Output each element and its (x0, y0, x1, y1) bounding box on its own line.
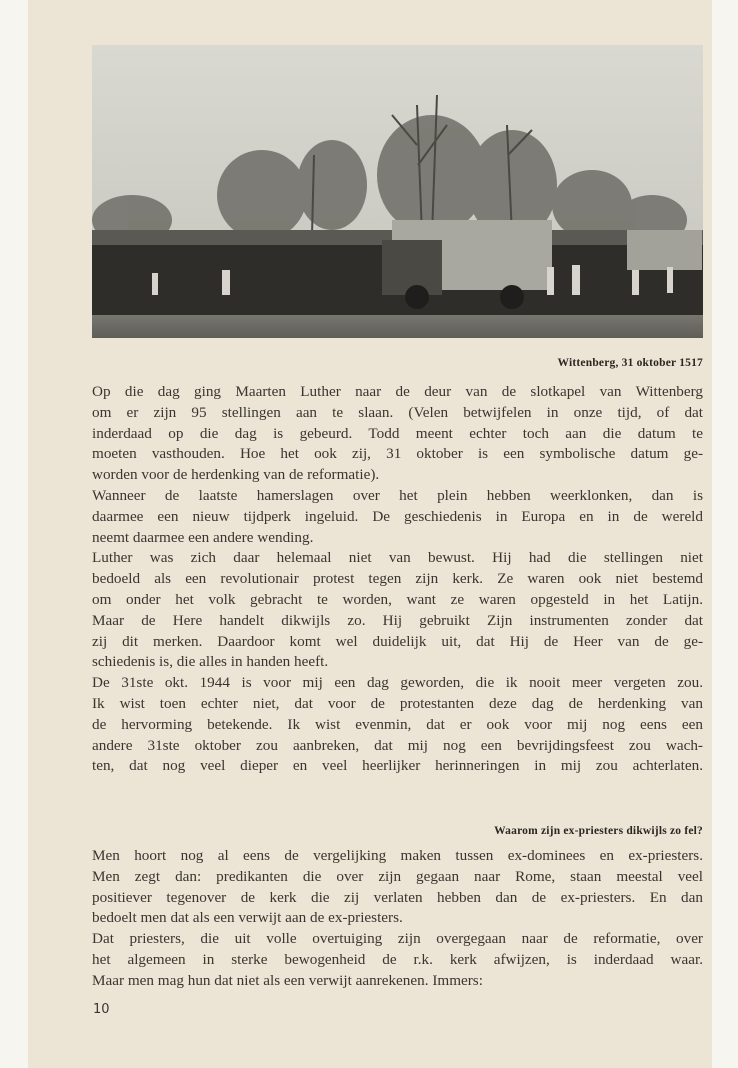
photo-caption: Wittenberg, 31 oktober 1517 (557, 357, 703, 369)
text-line: daarmee een nieuw tijdperk ingeluid. De geschiedenis in Europa en in de wereld (92, 507, 703, 525)
paragraph (92, 486, 703, 548)
text-line: ten, dat nog veel dieper en veel heerlijker herinneringen in mij zou achterlaten. (92, 757, 703, 775)
text-line: om er zijn 95 stellingen aan te slaan. (Velen betwijfelen in onze tijd, of dat (92, 403, 703, 421)
text-line: Men zegt dan: predikanten die over zijn gegaan naar Rome, staan meestal veel (92, 867, 703, 885)
text-line: Dat priesters, die uit volle overtuiging zijn overgegaan naar de reformatie, over (92, 930, 703, 948)
text-line: Luther was zich daar helemaal niet van bewust. Hij had die stellingen niet (92, 549, 703, 567)
text-line: Maar men mag hun dat niet als een verwijt aanrekenen. Immers: (92, 971, 483, 989)
photo-wittenberg-crowd (92, 45, 703, 338)
text-line: Op die dag ging Maarten Luther naar de deur van de slotkapel van Wittenberg (92, 383, 703, 400)
text-line: andere 31ste oktober zou aanbreken, dat mij nog een bevrijdingsfeest zou wach- (92, 736, 703, 754)
body-text-section-2 (92, 846, 703, 992)
text-line: Men hoort nog al eens de vergelijking maken tussen ex-dominees en ex-priesters. (92, 847, 703, 864)
text-line: Maar de Here handelt dikwijls zo. Hij gebruikt Zijn instrumenten zonder dat (92, 611, 703, 629)
text-line: bedoeld als een revolutionair protest tegen zijn kerk. Ze waren ook niet bestemd (92, 570, 703, 588)
paragraph (92, 929, 703, 991)
page-number: 10 (93, 1002, 110, 1017)
text-line: de hervorming betekende. Ik wist evenmin, dat er ook voor mij nog eens een (92, 715, 703, 733)
paragraph (92, 382, 703, 486)
paragraph (92, 548, 703, 673)
text-line: zij dit merken. Daardoor komt wel duidelijk uit, dat Hij de Heer van de ge- (92, 632, 703, 650)
text-line: positiever tegenover de kerk die zij verlaten hebben dan de ex-priesters. En dan (92, 888, 703, 906)
text-line: worden voor de herdenking van de reformatie). (92, 466, 380, 484)
text-line: inderdaad op die dag is gebeurd. Todd meent echter toch aan die datum te (92, 424, 703, 442)
text-line: Wanneer de laatste hamerslagen over het plein hebben weerklonken, dan is (92, 486, 703, 504)
text-line: Ik wist toen echter niet, dat voor de protestanten deze dag de herdenking van (92, 694, 703, 712)
body-text-section-1 (92, 382, 703, 777)
text-line: neemt daarmee een andere wending. (92, 528, 314, 546)
text-line: het algemeen in sterke bewogenheid de r.k. kerk afwijzen, is inderdaad waar. (92, 950, 703, 968)
text-line: De 31ste okt. 1944 is voor mij een dag geworden, die ik nooit meer vergeten zou. (92, 674, 703, 692)
text-line: om onder het volk gebracht te worden, want ze waren opgesteld in het Latijn. (92, 590, 703, 608)
text-line: schiedenis is, die alles in handen heeft. (92, 653, 329, 671)
paragraph (92, 673, 703, 777)
text-line: moeten vasthouden. Hoe het ook zij, 31 oktober is een symbolische datum ge- (92, 445, 703, 463)
section-heading: Waarom zijn ex-priesters dikwijls zo fel? (494, 825, 703, 837)
text-line: bedoelt men dat als een verwijt aan de ex-priesters. (92, 909, 403, 927)
paragraph (92, 846, 703, 929)
